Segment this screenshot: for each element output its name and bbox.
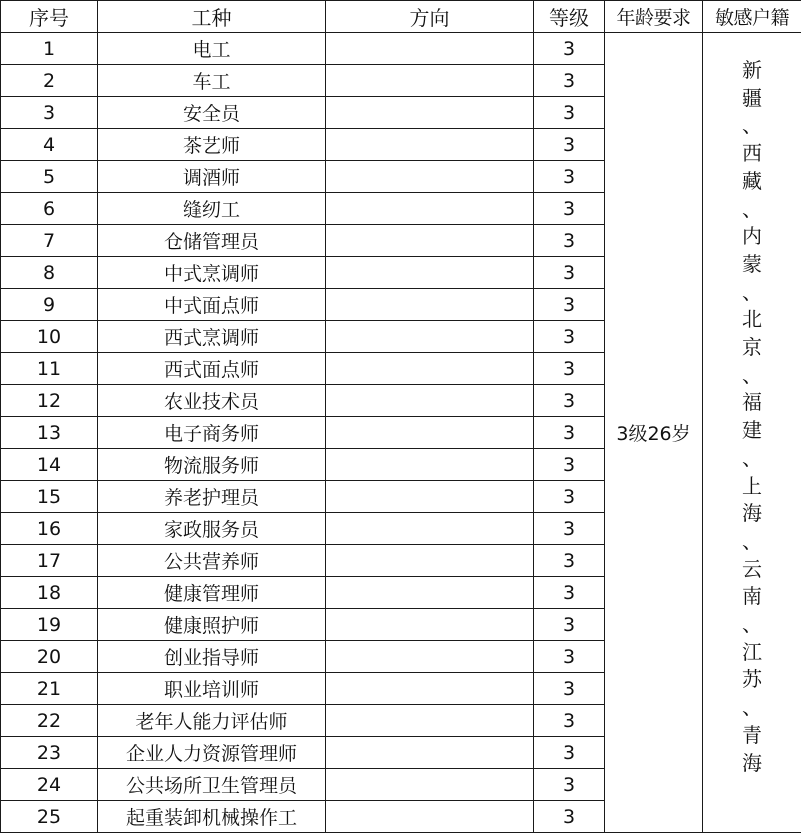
cell-job[interactable]: 电工: [98, 33, 326, 65]
cell-index[interactable]: 2: [1, 65, 98, 97]
cell-index[interactable]: 5: [1, 161, 98, 193]
cell-index[interactable]: 25: [1, 801, 98, 833]
cell-direction[interactable]: [326, 385, 534, 417]
cell-level[interactable]: 3: [534, 513, 605, 545]
cell-level[interactable]: 3: [534, 225, 605, 257]
sensitive-char: 、: [703, 279, 801, 307]
cell-level[interactable]: 3: [534, 641, 605, 673]
sensitive-char: 、: [703, 611, 801, 639]
table-body: [1, 33, 801, 833]
cell-level[interactable]: 3: [534, 705, 605, 737]
cell-job[interactable]: 茶艺师: [98, 129, 326, 161]
cell-level[interactable]: 3: [534, 33, 605, 65]
cell-index[interactable]: 4: [1, 129, 98, 161]
cell-direction[interactable]: [326, 417, 534, 449]
sensitive-char: 海: [703, 500, 801, 528]
cell-level[interactable]: 3: [534, 385, 605, 417]
table-row: [1, 33, 801, 65]
cell-direction[interactable]: [326, 545, 534, 577]
cell-direction[interactable]: [326, 289, 534, 321]
sensitive-char: 、: [703, 528, 801, 556]
cell-level[interactable]: 3: [534, 353, 605, 385]
cell-index[interactable]: 1: [1, 33, 98, 65]
cell-job[interactable]: 中式烹调师: [98, 257, 326, 289]
header-row: [1, 1, 801, 33]
cell-level[interactable]: 3: [534, 609, 605, 641]
cell-level[interactable]: 3: [534, 65, 605, 97]
sensitive-char: 江: [703, 639, 801, 667]
cell-index[interactable]: 14: [1, 449, 98, 481]
sensitive-char: 、: [703, 362, 801, 390]
header-direction[interactable]: 方向: [326, 1, 534, 33]
cell-job[interactable]: 老年人能力评估师: [98, 705, 326, 737]
cell-job[interactable]: 物流服务师: [98, 449, 326, 481]
cell-level[interactable]: 3: [534, 129, 605, 161]
cell-job[interactable]: 安全员: [98, 97, 326, 129]
sensitive-char: 西: [703, 140, 801, 168]
cell-direction[interactable]: [326, 737, 534, 769]
cell-job[interactable]: 中式面点师: [98, 289, 326, 321]
cell-direction[interactable]: [326, 513, 534, 545]
sensitive-char: 北: [703, 306, 801, 334]
cell-job[interactable]: 职业培训师: [98, 673, 326, 705]
cell-index[interactable]: 17: [1, 545, 98, 577]
cell-index[interactable]: 11: [1, 353, 98, 385]
cell-level[interactable]: 3: [534, 673, 605, 705]
cell-index[interactable]: 15: [1, 481, 98, 513]
cell-direction[interactable]: [326, 481, 534, 513]
sensitive-char: 藏: [703, 168, 801, 196]
cell-level[interactable]: 3: [534, 577, 605, 609]
cell-direction[interactable]: [326, 801, 534, 833]
cell-direction[interactable]: [326, 449, 534, 481]
cell-direction[interactable]: [326, 225, 534, 257]
cell-level[interactable]: 3: [534, 161, 605, 193]
sensitive-char: 苏: [703, 666, 801, 694]
cell-direction[interactable]: [326, 609, 534, 641]
cell-direction[interactable]: [326, 673, 534, 705]
cell-level[interactable]: 3: [534, 737, 605, 769]
cell-level[interactable]: 3: [534, 257, 605, 289]
sensitive-char: 南: [703, 583, 801, 611]
cell-index[interactable]: 23: [1, 737, 98, 769]
header-age[interactable]: 年龄要求: [605, 1, 703, 33]
cell-direction[interactable]: [326, 769, 534, 801]
cell-level[interactable]: 3: [534, 321, 605, 353]
cell-index[interactable]: 3: [1, 97, 98, 129]
cell-level[interactable]: 3: [534, 289, 605, 321]
cell-index[interactable]: 18: [1, 577, 98, 609]
header-index[interactable]: 序号: [1, 1, 98, 33]
cell-direction[interactable]: [326, 641, 534, 673]
cell-job[interactable]: 西式烹调师: [98, 321, 326, 353]
sensitive-char: 云: [703, 556, 801, 584]
cell-direction[interactable]: [326, 129, 534, 161]
cell-index[interactable]: 7: [1, 225, 98, 257]
cell-job[interactable]: 西式面点师: [98, 353, 326, 385]
cell-direction[interactable]: [326, 193, 534, 225]
cell-level[interactable]: 3: [534, 449, 605, 481]
cell-job[interactable]: 养老护理员: [98, 481, 326, 513]
cell-index[interactable]: 16: [1, 513, 98, 545]
cell-job[interactable]: 健康管理师: [98, 577, 326, 609]
cell-job[interactable]: 仓储管理员: [98, 225, 326, 257]
header-level[interactable]: 等级: [534, 1, 605, 33]
sensitive-char: 新: [703, 57, 801, 85]
cell-job[interactable]: 企业人力资源管理师: [98, 737, 326, 769]
sensitive-char: 建: [703, 417, 801, 445]
cell-level[interactable]: 3: [534, 481, 605, 513]
cell-level[interactable]: 3: [534, 545, 605, 577]
cell-index[interactable]: 21: [1, 673, 98, 705]
cell-index[interactable]: 6: [1, 193, 98, 225]
sensitive-char: 、: [703, 196, 801, 224]
sensitive-char: 青: [703, 722, 801, 750]
cell-direction[interactable]: [326, 321, 534, 353]
cell-level[interactable]: 3: [534, 417, 605, 449]
cell-level[interactable]: 3: [534, 801, 605, 833]
cell-index[interactable]: 13: [1, 417, 98, 449]
sensitive-char: 、: [703, 112, 801, 140]
cell-direction[interactable]: [326, 577, 534, 609]
cell-index[interactable]: 20: [1, 641, 98, 673]
cell-index[interactable]: 19: [1, 609, 98, 641]
cell-index[interactable]: 9: [1, 289, 98, 321]
cell-job[interactable]: 起重装卸机械操作工: [98, 801, 326, 833]
sensitive-char: 、: [703, 445, 801, 473]
sensitive-char: 内: [703, 223, 801, 251]
cell-direction[interactable]: [326, 65, 534, 97]
cell-direction[interactable]: [326, 353, 534, 385]
cell-level[interactable]: 3: [534, 97, 605, 129]
cell-direction[interactable]: [326, 33, 534, 65]
cell-sensitive-regions[interactable]: [703, 33, 801, 833]
cell-job[interactable]: 农业技术员: [98, 385, 326, 417]
cell-index[interactable]: 8: [1, 257, 98, 289]
sensitive-char: 上: [703, 473, 801, 501]
cell-direction[interactable]: [326, 161, 534, 193]
cell-job[interactable]: 电子商务师: [98, 417, 326, 449]
cell-job[interactable]: 健康照护师: [98, 609, 326, 641]
cell-job[interactable]: 家政服务员: [98, 513, 326, 545]
cell-direction[interactable]: [326, 257, 534, 289]
cell-level[interactable]: 3: [534, 193, 605, 225]
sensitive-char: 疆: [703, 85, 801, 113]
cell-job[interactable]: 车工: [98, 65, 326, 97]
cell-index[interactable]: 10: [1, 321, 98, 353]
cell-index[interactable]: 22: [1, 705, 98, 737]
cell-job[interactable]: 调酒师: [98, 161, 326, 193]
header-sensitive[interactable]: 敏感户籍: [703, 1, 801, 33]
cell-direction[interactable]: [326, 705, 534, 737]
cell-job[interactable]: 公共场所卫生管理员: [98, 769, 326, 801]
sensitive-char: 福: [703, 389, 801, 417]
sensitive-char: 京: [703, 334, 801, 362]
header-job[interactable]: 工种: [98, 1, 326, 33]
cell-index[interactable]: 12: [1, 385, 98, 417]
cell-age-requirement[interactable]: 3级26岁: [605, 33, 703, 833]
sensitive-char: 、: [703, 694, 801, 722]
sensitive-char: 蒙: [703, 251, 801, 279]
cell-job[interactable]: 缝纫工: [98, 193, 326, 225]
cell-index[interactable]: 24: [1, 769, 98, 801]
sensitive-char: 海: [703, 750, 801, 778]
cell-job[interactable]: 公共营养师: [98, 545, 326, 577]
cell-job[interactable]: 创业指导师: [98, 641, 326, 673]
cell-level[interactable]: 3: [534, 769, 605, 801]
cell-direction[interactable]: [326, 97, 534, 129]
